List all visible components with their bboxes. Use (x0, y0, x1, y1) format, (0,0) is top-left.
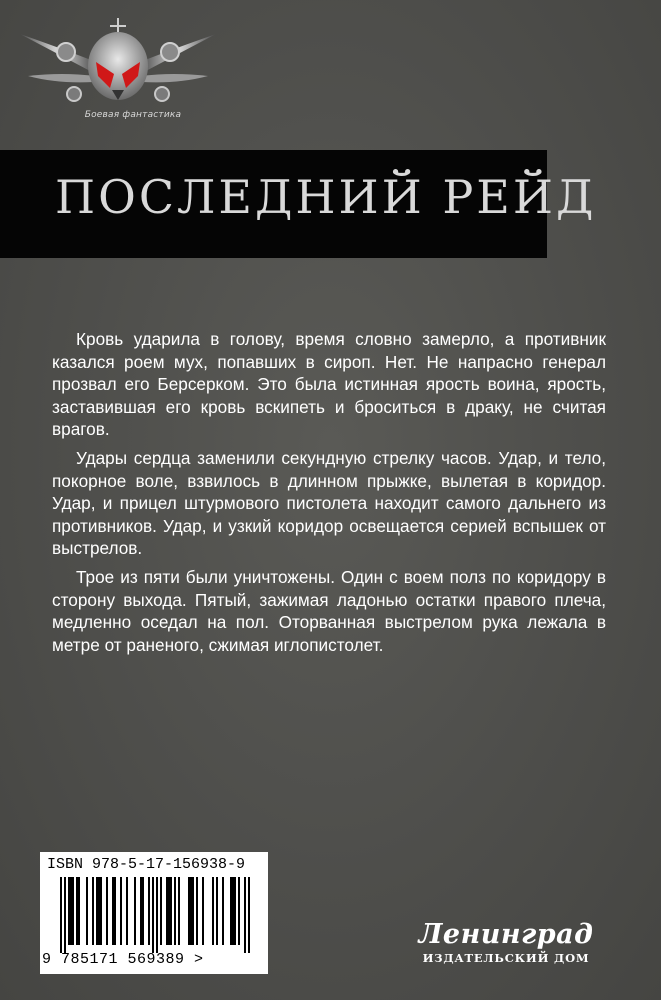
series-logo (18, 14, 218, 124)
barcode-bar (76, 877, 78, 945)
barcode-box (40, 852, 268, 974)
blurb-paragraph: Трое из пяти были уничтожены. Один с воем полз по коридору в сторону выхода. Пятый, зажимая ладонью остатки правого плеча, медленно оседал на пол. Оторванная выстрелом рука лежала в метре от раненого, сжимая иглопистолет. (52, 566, 606, 655)
barcode-bar (156, 877, 158, 953)
barcode-bar (168, 877, 170, 945)
barcode-bar (142, 877, 144, 945)
barcode-bar (112, 877, 114, 945)
barcode-bar (170, 877, 172, 945)
blurb-paragraph: Удары сердца заменили секундную стрелку часов. Удар, и тело, покорное воле, взвилось в длинном прыжке, вылетая в коридор. Удар, и прицел штурмового пистолета находит самого дальнего из противников. Удар, и узкий коридор освещается серией вспышек от выстрелов. (52, 447, 606, 559)
barcode-bar (96, 877, 98, 945)
barcode-bar (60, 877, 62, 953)
barcode-bar (148, 877, 150, 945)
barcode-bar (134, 877, 136, 945)
barcode-bar (106, 877, 108, 945)
barcode-bar (222, 877, 224, 945)
barcode-bar (98, 877, 100, 945)
barcode-bar (166, 877, 168, 945)
book-title: ПОСЛЕДНИЙ РЕЙД (55, 170, 597, 224)
series-caption: Боевая фантастика (84, 110, 182, 120)
blurb-text (52, 328, 606, 662)
barcode-bar (64, 877, 66, 953)
blurb-paragraph: Кровь ударила в голову, время словно замерло, а противник казался роем мух, попавших в сироп. Нет. Не напрасно генерал прозвал его Берсерком. Это была истинная ярость воина, ярость, заставившая его кровь вскипеть и броситься в драку, не считая врагов. (52, 329, 606, 440)
barcode-bar (126, 877, 128, 945)
barcode-bar (238, 877, 240, 945)
barcode-bar (114, 877, 116, 945)
publisher-subtitle: ИЗДАТЕЛЬСКИЙ ДОМ (422, 951, 590, 965)
publisher-name: Ленинград (418, 919, 594, 950)
barcode-bar (178, 877, 180, 945)
barcode-bar (192, 877, 194, 945)
barcode-bar (92, 877, 94, 945)
barcode-bar (78, 877, 80, 945)
barcode-bar (230, 877, 232, 945)
barcode-bar (72, 877, 74, 945)
barcode-bar (152, 877, 154, 953)
barcode-bar (174, 877, 176, 945)
barcode-bar (100, 877, 102, 945)
publisher-logo (390, 920, 622, 965)
barcode-digits: 9 785171 569389 > (42, 951, 204, 968)
barcode-bar (196, 877, 198, 945)
barcode-bar (120, 877, 122, 945)
barcode-bar (140, 877, 142, 945)
barcode-bar (212, 877, 214, 945)
barcode-bar (188, 877, 190, 945)
barcode-bar (234, 877, 236, 945)
barcode-bar (216, 877, 218, 945)
barcode-bar (68, 877, 70, 945)
barcode-bar (244, 877, 246, 953)
barcode-bar (190, 877, 192, 945)
barcode-bar (232, 877, 234, 945)
skull-emblem-icon (18, 14, 218, 114)
barcode-bar (86, 877, 88, 945)
isbn-label: ISBN 978-5-17-156938-9 (47, 856, 246, 873)
barcode-bar (160, 877, 162, 945)
barcode (54, 877, 254, 953)
barcode-bar (202, 877, 204, 945)
barcode-bar (70, 877, 72, 945)
barcode-bar (248, 877, 250, 953)
